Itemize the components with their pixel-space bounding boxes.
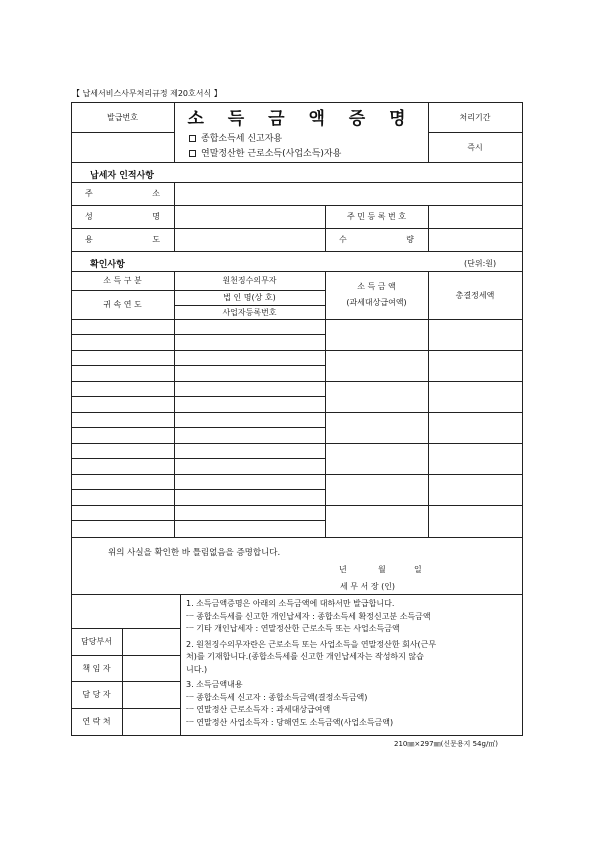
table-row[interactable]: [72, 475, 522, 505]
purpose-label: [71, 228, 174, 251]
note-line: ㅡ 종합소득세 신고자 : 종합소득금액(결정소득금액): [186, 692, 368, 702]
quantity-label: [325, 228, 428, 251]
contact-field[interactable]: [123, 709, 180, 735]
date-year: 년: [339, 565, 347, 574]
issue-no-value[interactable]: [72, 133, 174, 162]
confirm-bottom: [71, 537, 523, 538]
date-month: 월: [378, 565, 386, 574]
option-2-label: 연말정산한 근로소득(사업소득)자용: [201, 149, 342, 159]
table-row[interactable]: [72, 351, 522, 381]
dept-label: 담당부서: [81, 637, 112, 646]
form-code: 【 납세서비스사무처리규정 제20호서식 】: [72, 89, 222, 98]
period-value: 즉시: [467, 142, 483, 152]
unit-label: (단위:원): [464, 259, 497, 268]
col-withholder: 원천징수의무자: [222, 276, 277, 285]
table-row[interactable]: [72, 382, 522, 412]
table-row[interactable]: [72, 413, 522, 443]
table-row[interactable]: [72, 444, 522, 474]
col-income-type: 소 득 구 분: [103, 276, 142, 285]
note-line: ㅡ 연말정산 근로소득자 : 과세대상급여액: [186, 705, 331, 714]
contact-label: 연 락 처: [82, 717, 111, 726]
bottom-vline-2: [180, 594, 181, 735]
staff-label: 담 당 자: [82, 690, 111, 699]
note-line: 2. 원천징수의무자란은 근로소득 또는 사업소득을 연말정산한 회사(근무: [186, 639, 437, 649]
table-row[interactable]: [72, 320, 522, 350]
taxpayer-row-3: [71, 251, 523, 252]
frame-right: [522, 102, 523, 735]
note-line: ㅡ 종합소득세를 신고한 개인납세자 : 종합소득세 확정신고분 소득금액: [186, 611, 431, 621]
option-2[interactable]: [189, 146, 341, 159]
checkbox-icon[interactable]: [189, 135, 196, 142]
period-label: 처리기간: [459, 112, 491, 122]
option-1[interactable]: [189, 131, 282, 144]
dept-field[interactable]: [123, 629, 180, 655]
col-taxable: (과세대상급여액): [346, 297, 407, 307]
signer: 세 무 서 장 (인): [340, 582, 396, 591]
col-year: 귀 속 연 도: [103, 300, 142, 309]
taxpayer-section-title: 납세자 인적사항: [90, 171, 154, 181]
note-line: 니다.): [186, 664, 208, 674]
address-label: [71, 182, 174, 205]
purpose-label-2: 도: [152, 235, 160, 244]
staff-field[interactable]: [123, 682, 180, 708]
name-label-2: 명: [152, 212, 160, 221]
address-label-2: 소: [152, 189, 160, 198]
issue-no-label: 발급번호: [107, 112, 138, 122]
paper-size: 210㎜×297㎜(신문용지 54g/㎡): [394, 740, 499, 748]
note-line: 1. 소득금액증명은 아래의 소득금액에 대하서만 발급합니다.: [186, 599, 395, 608]
confirm-section-title: 확인사항: [90, 260, 125, 270]
notes: [186, 598, 520, 729]
note-line: 처)를 기재합니다.(종합소득세를 신고한 개인납세자는 작성하지 않습: [186, 652, 424, 661]
responsible-label: 책 임 자: [82, 663, 111, 673]
frame-bottom: [71, 735, 523, 736]
col-income-amount: 소 득 금 액: [357, 281, 396, 291]
responsible-field[interactable]: [123, 656, 180, 681]
note-line: ㅡ 연말정산 사업소득자 : 당해연도 소득금액(사업소득금액): [186, 717, 394, 727]
name-field[interactable]: [175, 206, 325, 228]
purpose-field[interactable]: [175, 229, 325, 251]
name-label-1: 성: [85, 212, 93, 221]
address-field[interactable]: [175, 183, 521, 205]
table-row[interactable]: [72, 506, 522, 536]
note-line: ㅡ 기타 개인납세자 : 연말정산한 근로소득 또는 사업소득금액: [186, 624, 400, 633]
header-bottom: [71, 162, 523, 163]
checkbox-icon[interactable]: [189, 150, 196, 157]
rrn-field[interactable]: [429, 206, 521, 228]
col-corp-name: 법 인 명(상 호): [223, 293, 276, 302]
quantity-label-2: 량: [406, 235, 414, 244]
purpose-label-1: 용: [85, 235, 93, 244]
address-label-1: 주: [85, 189, 93, 198]
date-day: 일: [414, 565, 422, 574]
certify-statement: 위의 사실을 확인한 바 틀림없음을 증명합니다.: [108, 548, 281, 558]
form-title: 소 득 금 액 증 명: [187, 108, 415, 129]
quantity-field[interactable]: [429, 229, 521, 251]
note-line: 3. 소득금액내용: [186, 680, 243, 689]
option-1-label: 종합소득세 신고자용: [201, 134, 283, 144]
col-total-tax: 총결정세액: [455, 290, 495, 300]
name-label: [71, 205, 174, 228]
certify-bottom: [71, 594, 523, 595]
rrn-label: 주 민 등 록 번 호: [346, 212, 407, 221]
col-biz-reg: 사업자등록번호: [222, 307, 277, 317]
quantity-label-1: 수: [339, 235, 347, 244]
